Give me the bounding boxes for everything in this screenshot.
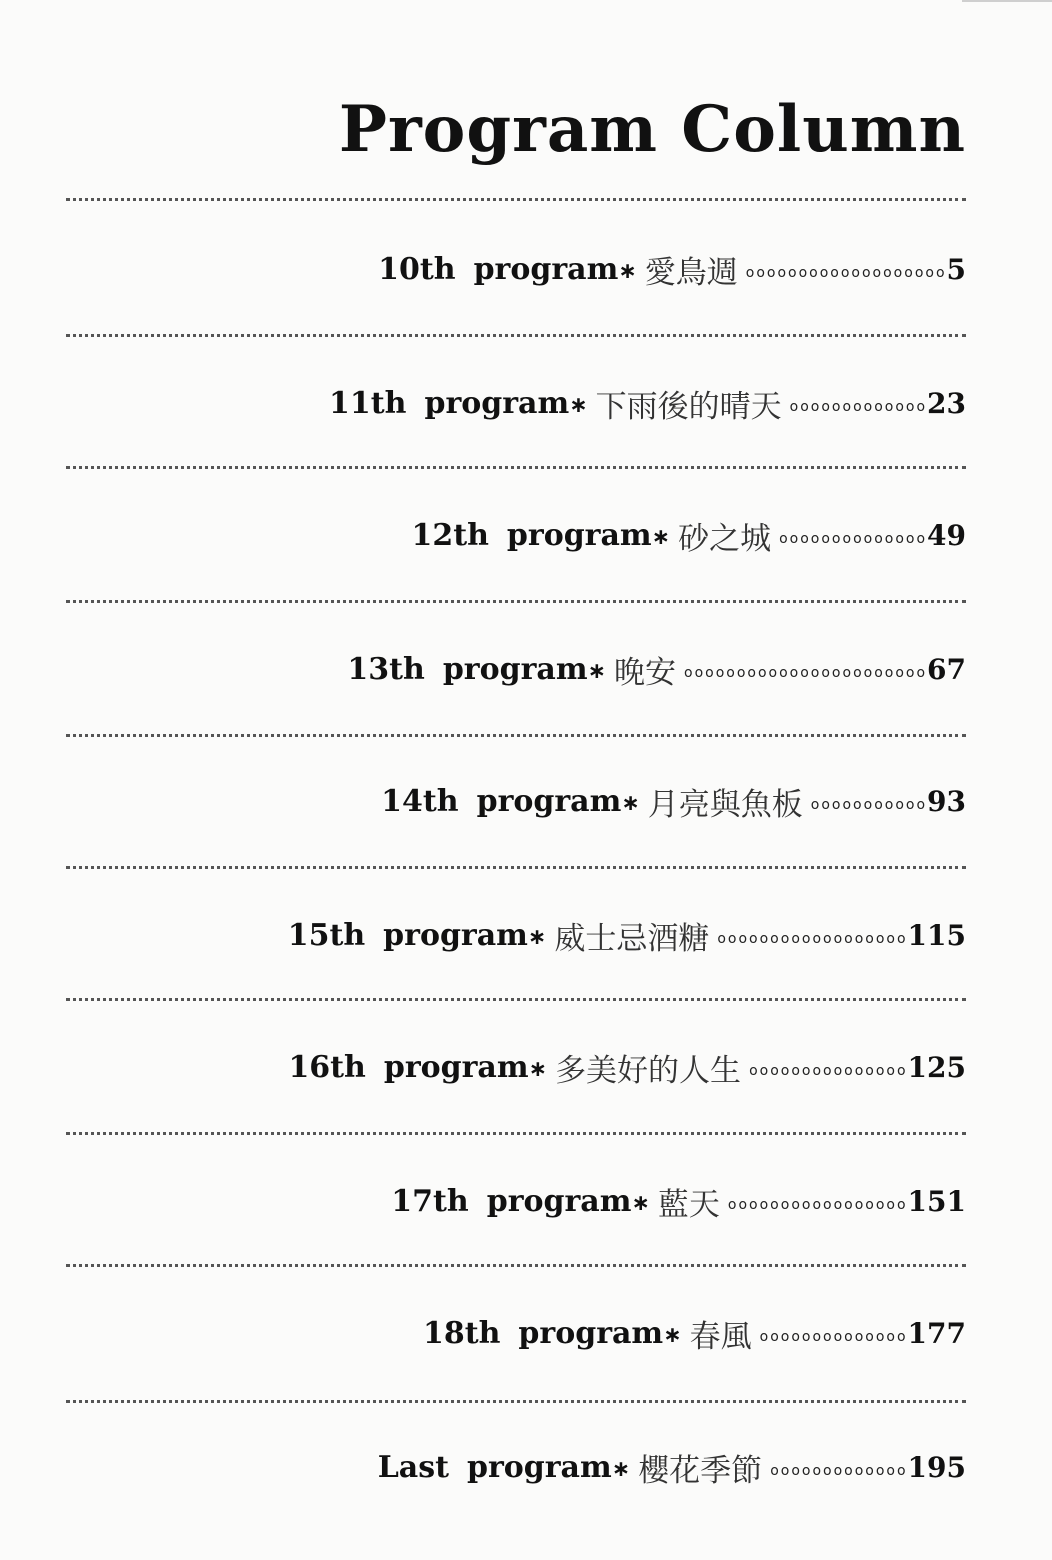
entry-number: 18th	[423, 1315, 501, 1351]
dot-leader: ooooooooooooooooooooooo	[684, 665, 928, 681]
entry-page-number: 93	[927, 784, 966, 818]
entry-title: 多美好的人生	[555, 1052, 742, 1089]
asterisk-icon: ∗	[651, 524, 671, 550]
toc-entry	[391, 1176, 966, 1226]
toc-entry	[329, 378, 966, 428]
dotted-divider	[66, 1400, 966, 1403]
dotted-divider	[66, 734, 966, 737]
dotted-divider	[66, 600, 966, 603]
entry-page-number: 195	[907, 1450, 966, 1484]
entry-number: Last	[377, 1449, 449, 1485]
entry-page-number: 23	[927, 386, 966, 420]
dot-leader: ooooooooooooooooo	[727, 1197, 908, 1213]
entry-title: 藍天	[657, 1186, 720, 1223]
entry-program-word: program	[506, 517, 652, 553]
dot-leader: oooooooooooooo	[779, 531, 928, 547]
entry-page-number: 177	[907, 1316, 966, 1350]
asterisk-icon: ∗	[587, 658, 607, 684]
page-title: Program Column	[338, 92, 966, 167]
entry-page-number: 125	[907, 1050, 966, 1084]
entry-number: 14th	[381, 783, 459, 819]
entry-title: 砂之城	[678, 520, 772, 557]
dotted-divider	[66, 1132, 966, 1135]
entry-program-word: program	[424, 385, 570, 421]
asterisk-icon: ∗	[621, 790, 640, 816]
entry-number: 10th	[378, 251, 456, 287]
dotted-divider	[66, 866, 966, 869]
entry-page-number: 151	[907, 1184, 966, 1218]
asterisk-icon: ∗	[663, 1322, 682, 1348]
entry-number: 13th	[347, 651, 425, 687]
entry-title: 月亮與魚板	[647, 786, 803, 823]
entry-program-word: program	[442, 651, 588, 687]
toc-entry	[288, 910, 966, 960]
toc-entry	[378, 1442, 966, 1492]
toc-entry	[411, 510, 966, 560]
toc-entry	[378, 244, 966, 294]
entry-number: 11th	[329, 385, 407, 421]
dotted-divider	[66, 198, 966, 201]
toc-entry	[288, 1042, 966, 1092]
asterisk-icon: ∗	[611, 1456, 631, 1482]
entry-page-number: 5	[946, 252, 966, 286]
dotted-divider	[66, 466, 966, 469]
entry-title: 愛鳥週	[644, 254, 738, 291]
entry-program-word: program	[383, 917, 528, 953]
entry-program-word: program	[473, 251, 619, 287]
dot-leader: oooooooooooooooooo	[717, 931, 908, 947]
dotted-divider	[66, 998, 966, 1001]
entry-page-number: 115	[907, 918, 966, 952]
dotted-divider	[66, 1264, 966, 1267]
entry-page-number: 49	[927, 518, 966, 552]
entry-page-number: 67	[927, 652, 966, 686]
dot-leader: ooooooooooooo	[789, 399, 928, 415]
dotted-divider	[66, 334, 966, 337]
entry-number: 12th	[411, 517, 489, 553]
dot-leader: ooooooooooo	[810, 797, 928, 813]
asterisk-icon: ∗	[527, 924, 547, 950]
entry-program-word: program	[383, 1049, 529, 1085]
entry-program-word: program	[466, 1449, 612, 1485]
entry-number: 15th	[287, 917, 366, 953]
asterisk-icon: ∗	[528, 1056, 548, 1082]
entry-title: 櫻花季節	[638, 1452, 763, 1489]
entry-title: 威士忌酒糖	[554, 920, 710, 957]
entry-program-word: program	[486, 1183, 632, 1219]
asterisk-icon: ∗	[618, 258, 637, 284]
asterisk-icon: ∗	[631, 1190, 650, 1216]
dot-leader: ooooooooooooooooooo	[745, 265, 947, 281]
entry-title: 下雨後的晴天	[595, 388, 782, 425]
asterisk-icon: ∗	[569, 392, 588, 418]
entry-number: 16th	[288, 1049, 366, 1085]
toc-entry	[347, 644, 966, 694]
toc-entry	[381, 776, 966, 826]
entry-number: 17th	[391, 1183, 469, 1219]
corner-mark	[962, 0, 1052, 10]
entry-title: 春風	[689, 1318, 752, 1355]
entry-program-word: program	[476, 783, 622, 819]
dot-leader: oooooooooooooo	[759, 1329, 908, 1345]
dot-leader: ooooooooooooooo	[749, 1063, 908, 1079]
entry-title: 晚安	[614, 654, 677, 691]
dot-leader: ooooooooooooo	[770, 1463, 908, 1479]
toc-entry	[423, 1308, 966, 1358]
entry-program-word: program	[518, 1315, 664, 1351]
